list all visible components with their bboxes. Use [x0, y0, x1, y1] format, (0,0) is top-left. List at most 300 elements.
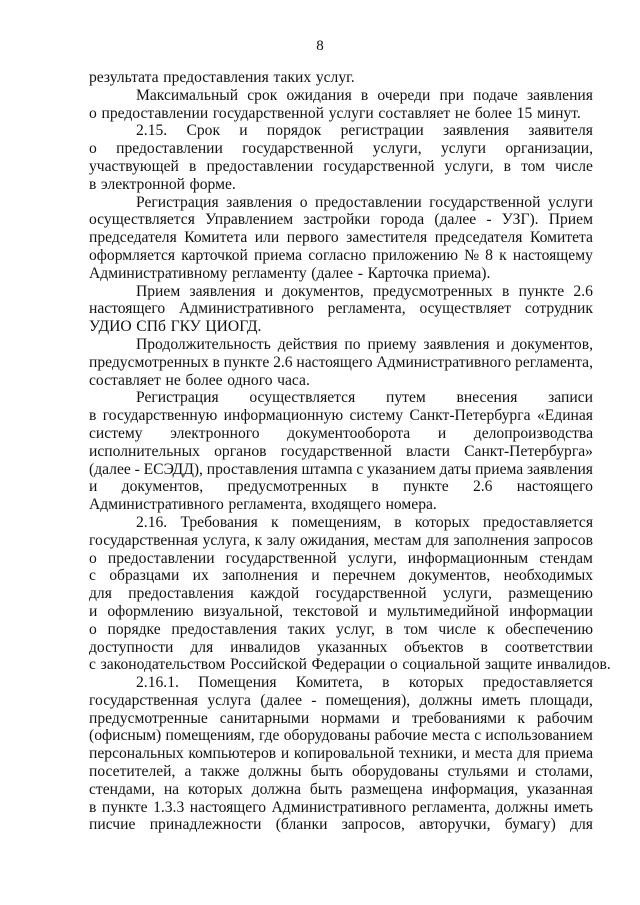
word: в — [89, 175, 97, 193]
word: Административного — [271, 798, 407, 816]
word: и — [239, 122, 248, 140]
word: и — [461, 745, 470, 763]
word: Прием — [136, 282, 181, 300]
text-line — [89, 727, 593, 745]
document-body — [89, 69, 611, 834]
word: указанных — [317, 638, 388, 656]
word: Прием — [548, 211, 593, 229]
word: путем — [386, 389, 426, 407]
word: порядке — [107, 620, 161, 638]
word: СПб — [136, 318, 166, 336]
word: государственной — [212, 104, 325, 122]
word: объектов — [404, 638, 464, 656]
word: заявления — [423, 335, 490, 353]
word: и — [264, 282, 274, 300]
word: «Единая — [536, 407, 593, 425]
word: в — [501, 282, 510, 300]
word: регламента, — [411, 798, 490, 816]
word: осуществляется — [89, 211, 195, 229]
word: информации — [509, 602, 593, 620]
word: предусмотренных — [227, 478, 348, 496]
word: где — [258, 727, 280, 745]
word: запросов — [533, 531, 593, 549]
word: указанная — [527, 780, 593, 798]
word: услуг, — [336, 620, 375, 638]
word: Российской — [230, 656, 307, 674]
word: приема — [544, 745, 593, 763]
word: документов, — [408, 567, 491, 585]
word: Административного — [89, 496, 224, 514]
word: с — [89, 656, 96, 674]
word: пункте — [101, 798, 148, 816]
word: о — [89, 620, 97, 638]
word: приема — [254, 246, 303, 264]
text-line — [89, 603, 593, 621]
word: № — [464, 246, 480, 264]
word: заявления — [226, 193, 293, 211]
word: помещения), — [325, 691, 411, 709]
word: числе — [555, 157, 593, 175]
word: более — [185, 371, 223, 389]
word: 2.6 — [573, 282, 593, 300]
text-line — [89, 194, 593, 212]
text-line — [89, 389, 593, 407]
word: соответствии — [504, 638, 593, 656]
word: том — [521, 157, 546, 175]
word: - — [486, 211, 492, 229]
word: предоставляется — [483, 674, 593, 692]
word: о — [89, 549, 97, 567]
word: для — [89, 585, 112, 603]
word: залу — [266, 531, 296, 549]
text-line — [89, 478, 593, 496]
word: документооборота — [287, 424, 411, 442]
word: перечнем — [332, 567, 396, 585]
word: каждой — [250, 585, 300, 603]
word: пункте — [403, 478, 449, 496]
page-number: 8 — [316, 38, 324, 54]
word: с — [89, 567, 96, 585]
word: оформлению — [107, 602, 194, 620]
text-line — [89, 336, 593, 354]
word: в — [89, 798, 97, 816]
word: местам — [373, 531, 422, 549]
word: даты — [439, 460, 472, 478]
word: услуги — [547, 193, 593, 211]
word: пункте — [518, 282, 565, 300]
word: места — [431, 727, 470, 745]
word: а — [184, 763, 192, 781]
word: номера. — [385, 496, 437, 514]
word: быть — [309, 780, 343, 798]
word: защите — [484, 656, 533, 674]
word: штампа — [301, 460, 353, 478]
word: одного — [227, 371, 273, 389]
word: к — [271, 513, 279, 531]
word: копировальной — [293, 745, 395, 763]
word: государственной — [315, 585, 427, 603]
word: услуги, — [347, 549, 397, 567]
word: санитарными — [219, 709, 310, 727]
word: регламента, — [515, 353, 593, 371]
word: услуга — [207, 691, 251, 709]
word: не — [165, 371, 181, 389]
word: столами, — [535, 763, 593, 781]
word: (офисным) — [89, 727, 162, 745]
word: при — [439, 86, 464, 104]
word: и — [280, 745, 290, 763]
word: Регистрация — [136, 389, 219, 407]
word: информация, — [431, 780, 519, 798]
word: оформляется — [89, 246, 176, 264]
word: ожидания — [286, 86, 352, 104]
word: стендам — [539, 549, 593, 567]
word: для — [190, 638, 214, 656]
word: помещениям, — [165, 727, 255, 745]
word: для — [426, 531, 449, 549]
text-line — [89, 692, 593, 710]
word: составляет — [89, 371, 161, 389]
word: Комитета — [184, 229, 248, 247]
word: для — [570, 816, 593, 834]
word: рабочим — [536, 709, 593, 727]
word: информационным — [407, 549, 529, 567]
word: часа. — [277, 371, 310, 389]
word: приему — [367, 335, 417, 353]
word: о — [89, 104, 97, 122]
word: регламенту — [232, 264, 307, 282]
word: услуги, — [442, 585, 492, 603]
text-line — [89, 407, 593, 425]
text-line — [89, 140, 593, 158]
word: быть — [310, 763, 343, 781]
word: настоящего — [89, 300, 166, 318]
word: услуги, — [444, 157, 494, 175]
word: Максимальный — [136, 86, 239, 104]
word: внесения — [456, 389, 518, 407]
word: первого — [286, 229, 339, 247]
word: 15 — [516, 104, 533, 122]
word: и — [89, 478, 98, 496]
word: и — [437, 424, 447, 442]
word: регламента, — [228, 496, 307, 514]
word: мультимедийной — [386, 602, 500, 620]
word: заявления — [189, 282, 256, 300]
word: председателя — [89, 229, 177, 247]
text-line — [89, 710, 593, 728]
word: должна — [251, 780, 302, 798]
word: иметь — [481, 691, 521, 709]
text-line — [89, 247, 593, 265]
word: проставления — [206, 460, 298, 478]
text-line — [89, 745, 593, 763]
text-line — [89, 674, 593, 692]
word: сотрудник — [524, 300, 593, 318]
word: текстовой — [292, 602, 359, 620]
text-line — [89, 265, 593, 283]
word: по — [344, 335, 361, 353]
word: к — [499, 246, 507, 264]
word: к — [254, 531, 263, 549]
word: ГКУ — [170, 318, 201, 336]
word: государственная — [89, 531, 199, 549]
word: образцами — [109, 567, 180, 585]
text-line — [89, 69, 593, 87]
word: приема — [475, 460, 524, 478]
text-line — [89, 532, 593, 550]
word: Продолжительность — [136, 335, 271, 353]
text-line — [89, 283, 593, 301]
word: форме. — [189, 175, 236, 193]
word: персональных — [89, 745, 184, 763]
word: Комитета — [529, 229, 593, 247]
word: 8 — [485, 246, 493, 264]
word: систему — [89, 424, 143, 442]
word: инвалидов. — [536, 656, 611, 674]
word: услуги — [328, 104, 374, 122]
word: иметь — [553, 798, 593, 816]
word: которых — [187, 780, 243, 798]
word: Административного — [179, 300, 314, 318]
word: (бланки — [275, 816, 328, 834]
word: приложению — [372, 246, 458, 264]
text-line — [89, 87, 593, 105]
word: оборудованы — [351, 763, 439, 781]
word: и — [391, 709, 400, 727]
word: ЦИОГД. — [205, 318, 262, 336]
word: документов, — [282, 282, 364, 300]
word: о — [89, 140, 97, 158]
word: Административному — [89, 264, 228, 282]
word: площади, — [529, 691, 593, 709]
word: нормами — [321, 709, 380, 727]
text-line — [89, 639, 593, 657]
word: предоставлении — [116, 140, 223, 158]
word: в — [385, 620, 393, 638]
word: законодательством — [100, 656, 226, 674]
word: таких — [273, 69, 312, 86]
word: карточкой — [181, 246, 248, 264]
word: о — [299, 193, 308, 211]
word: ЕСЭДД), — [143, 460, 203, 478]
word: предоставления — [128, 585, 234, 603]
word: государственной — [242, 140, 354, 158]
text-line — [89, 300, 593, 318]
word: (далее — [434, 211, 477, 229]
word: заявления — [526, 86, 593, 104]
word: документов, — [121, 478, 204, 496]
word: стульями — [447, 763, 509, 781]
text-line — [89, 122, 593, 140]
word: 2.15. — [136, 122, 168, 140]
word: предоставления — [171, 620, 277, 638]
text-line — [89, 763, 593, 781]
word: государственная — [89, 691, 199, 709]
word: о — [389, 656, 398, 674]
word: 2.16. — [136, 513, 168, 531]
word: также — [200, 763, 240, 781]
text-line — [89, 176, 593, 194]
word: для — [517, 745, 541, 763]
word: услуг. — [315, 69, 355, 86]
word: Срок — [186, 122, 221, 140]
word: входящего — [311, 496, 381, 514]
word: 1.3.3 — [153, 798, 185, 816]
word: приема). — [433, 264, 491, 282]
text-line — [89, 514, 593, 532]
word: УДИО — [89, 318, 132, 336]
word: в — [394, 513, 402, 531]
word: и — [311, 567, 320, 585]
word: их — [192, 567, 209, 585]
word: систему — [349, 407, 404, 425]
word: запросов, — [341, 816, 405, 834]
word: необходимых — [503, 567, 593, 585]
word: информационную — [223, 407, 344, 425]
word: - — [134, 460, 140, 478]
word: государственную — [102, 407, 218, 425]
text-line — [89, 443, 593, 461]
word: государственной — [225, 549, 337, 567]
word: стендами, — [89, 780, 155, 798]
word: предусмотренных — [373, 282, 493, 300]
word: государственной — [323, 157, 435, 175]
word: компьютеров — [188, 745, 277, 763]
word: исполнительных — [89, 442, 200, 460]
word: предоставления — [163, 69, 269, 86]
word: результата — [89, 69, 159, 86]
word: места — [474, 745, 513, 763]
word: авторучки, — [419, 816, 491, 834]
word: визуальной, — [203, 602, 283, 620]
word: предусмотренных — [89, 353, 209, 371]
word: числе — [438, 620, 477, 638]
word: Санкт-Петербурга» — [464, 442, 593, 460]
word: рабочие — [374, 727, 428, 745]
word: помещениям, — [291, 513, 382, 531]
word: заполнения — [222, 567, 298, 585]
word: настоящего — [189, 798, 266, 816]
word: которых — [408, 674, 464, 692]
word: города — [380, 211, 425, 229]
word: Комитета, — [295, 674, 363, 692]
word: Помещения — [198, 674, 277, 692]
word: 2.6 — [273, 353, 293, 371]
word: предоставлении — [315, 193, 422, 211]
word: настоящего — [516, 478, 593, 496]
word: осуществляет — [419, 300, 512, 318]
word: срок — [247, 86, 278, 104]
word: услуга, — [202, 531, 251, 549]
word: писчие — [89, 816, 136, 834]
word: государственной — [429, 193, 541, 211]
word: таких — [287, 620, 326, 638]
word: в — [212, 353, 220, 371]
word: порядок — [266, 122, 322, 140]
word: указанием — [367, 460, 436, 478]
word: с — [474, 727, 482, 745]
text-line — [89, 461, 593, 479]
word: предоставлении — [206, 157, 314, 175]
word: составляет — [378, 104, 451, 122]
word: минут. — [536, 104, 581, 122]
word: требованиями — [411, 709, 506, 727]
word: инвалидов — [230, 638, 301, 656]
word: - — [311, 691, 317, 709]
word: государственной — [280, 442, 392, 460]
word: Административного — [376, 353, 512, 371]
word: на — [163, 780, 180, 798]
word: не — [454, 104, 471, 122]
word: предоставлении — [101, 104, 209, 122]
word: подаче — [473, 86, 518, 104]
word: предоставляется — [483, 513, 593, 531]
word: Санкт-Петербурга — [409, 407, 531, 425]
text-line — [89, 567, 593, 585]
word: к — [517, 709, 525, 727]
word: принадлежности — [149, 816, 262, 834]
word: должны — [419, 691, 473, 709]
word: записи — [548, 389, 593, 407]
word: органов — [214, 442, 267, 460]
word: и — [368, 602, 377, 620]
word: оборудованы — [283, 727, 371, 745]
word: Федерации — [311, 656, 386, 674]
word: в — [360, 86, 369, 104]
word: участвующей — [89, 157, 179, 175]
text-line — [89, 799, 593, 817]
word: размещена — [351, 780, 423, 798]
word: в — [503, 157, 511, 175]
word: Регистрация — [136, 193, 219, 211]
word: услуги, — [372, 140, 422, 158]
word: и — [89, 602, 98, 620]
word: председателя — [434, 229, 523, 247]
text-line — [89, 425, 593, 443]
word: заявления — [526, 460, 593, 478]
word: в — [89, 407, 97, 425]
word: предусмотренные — [89, 709, 208, 727]
text-line — [89, 229, 593, 247]
text-line — [89, 318, 593, 336]
word: должны — [495, 798, 549, 816]
word: заполнения — [453, 531, 530, 549]
word: с — [356, 460, 364, 478]
word: 2.6 — [472, 478, 493, 496]
text-line — [89, 354, 593, 372]
word: и — [517, 763, 526, 781]
word: в — [188, 157, 197, 175]
word: в — [382, 674, 390, 692]
word: 2.16.1. — [136, 674, 179, 692]
text-line — [89, 158, 593, 176]
word: настоящего — [296, 353, 373, 371]
word: бумагу) — [504, 816, 556, 834]
text-line — [89, 105, 593, 123]
word: документов, — [511, 335, 593, 353]
word: использованием — [485, 727, 593, 745]
word: которых — [414, 513, 470, 531]
word: доступности — [89, 638, 174, 656]
word: техники, — [399, 745, 457, 763]
word: или — [254, 229, 280, 247]
text-line — [89, 781, 593, 799]
word: застройки — [303, 211, 371, 229]
word: делопроизводства — [473, 424, 593, 442]
text-line — [89, 585, 593, 603]
text-line — [89, 372, 593, 390]
word: регламента, — [327, 300, 406, 318]
